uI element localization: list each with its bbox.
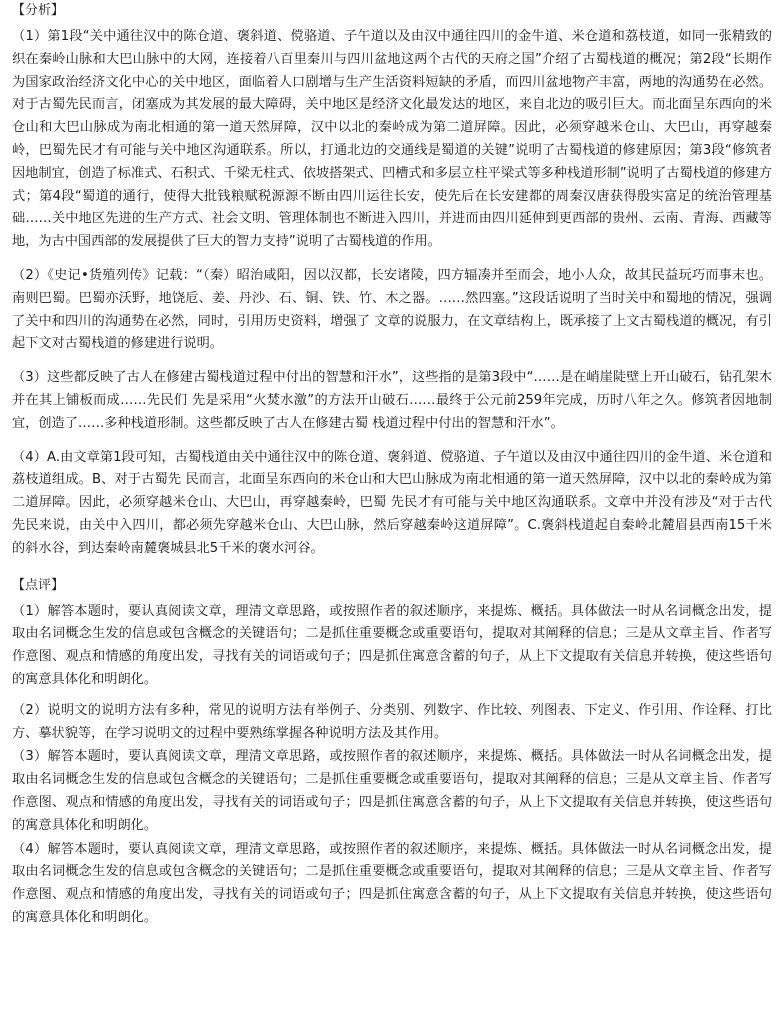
review-paragraph-3: （3）解答本题时，要认真阅读文章，理清文章思路，或按照作者的叙述顺序，来提炼、概括。具体做法一时从名词概念出发，提取由名词概念生发的信息或包含概念的关键语句；二是抓住重要概念或重要语句，提取对其阐释的信息；三是从文章主旨、作者写作意图、观点和情感的角度出发，寻找有关的词语或句子；四是抓住寓意含蓄的句子，从上下文提取有关信息并转换，使这些语句的寓意具体化和明朗化。: [12, 749, 772, 833]
analysis-paragraph-1: （1）第1段“关中通往汉中的陈仓道、褒斜道、傥骆道、子午道以及由汉中通往四川的金牛道、米仓道和荔枝道，如同一张精致的织在秦岭山脉和大巴山脉中的大网，连接着八百里秦川与四川盆地这两个古代的天府之国”介绍了古蜀栈道的概况；第2段“长期作为国家政治经济文化中心的关中地区，面临着人口剧增与生产生活资料短缺的矛盾，而四川盆地物产丰富，两地的沟通势在必然。对于古蜀先民而言，闭塞成为其发展的最大障碍，关中地区是经济文化最发达的地区，来自北边的吸引巨大。而北面呈东西向的米仓山和大巴山脉成为南北相通的第一道天然屏障，汉中以北的秦岭成为第二道屏障。因此，必须穿越米仓山、大巴山，再穿越秦岭，巴蜀先民才有可能与关中地区沟通联系。所以，打通北边的交通线是蜀道的关键”说明了古蜀栈道的修建原因；第3段“修筑者因地制宜，创造了标准式、石积式、千梁无柱式、依坡搭架式、凹槽式和多层立柱平梁式等多种栈道形制”说明了古蜀栈道的修建方式；第4段“蜀道的通行，使得大批钱粮赋税源源不断由四川运往长安，使先后在长安建都的周秦汉唐获得殷实富足的统治管理基础……关中地区先进的生产方式、社会文明、管理体制也不断进入四川，并进而由四川延伸到更西部的贵州、云南、青海、西藏等地，为古中国西部的发展提供了巨大的智力支持”说明了古蜀栈道的作用。: [12, 29, 772, 250]
review-section: [12, 577, 772, 930]
analysis-paragraph-4: （4）A.由文章第1段可知，古蜀栈道由关中通往汉中的陈仓道、褒斜道、傥骆道、子午道以及由汉中通往四川的金牛道、米仓道和荔枝道组成。B、对于古蜀先 民而言，北面呈东西向的米仓山和大巴山脉成为南北相通的第一道天然屏障，汉中以北的秦岭成为第二道屏障。因此，必须穿越米仓山、大巴山，再穿越秦岭，巴蜀 先民才有可能与关中地区沟通联系。文章中并没有涉及“对于古代先民来说，由关中入四川，都必须先穿越米仓山、大巴山脉，然后穿越秦岭这道屏障”。C.褒斜栈道起自秦岭北麓眉县西南15千米的斜水谷，到达秦岭南麓褒城县北5千米的褒水河谷。: [12, 449, 772, 556]
analysis-paragraph-3: （3）这些都反映了古人在修建古蜀栈道过程中付出的智慧和汗水”，这些指的是第3段中“……是在峭崖陡壁上开山破石，钻孔架木并在其上铺板而成……先民们 先是采用“火焚水激”的方法开山破石……最终于公元前259年完成，历时八年之久。修筑者因地制宜，创造了……多种栈道形制。这些都反映了古人在修建古蜀 栈道过程中付出的智慧和汗水”。: [12, 370, 772, 431]
analysis-heading: 【分析】: [12, 3, 65, 18]
analysis-section: [12, 2, 772, 561]
review-paragraph-4: （4）解答本题时，要认真阅读文章，理清文章思路，或按照作者的叙述顺序，来提炼、概括。具体做法一时从名词概念出发，提取由名词概念生发的信息或包含概念的关键语句；二是抓住重要概念或重要语句，提取对其阐释的信息；三是从文章主旨、作者写作意图、观点和情感的角度出发，寻找有关的词语或句子；四是抓住寓意含蓄的句子，从上下文提取有关信息并转换，使这些语句的寓意具体化和明朗化。: [12, 841, 772, 925]
review-heading: 【点评】: [12, 577, 65, 593]
analysis-paragraph-2: （2）《史记•货殖列传》记载：“（秦）昭治咸阳，因以汉都，长安诸陵，四方辐凑并至而会，地小人众，故其民益玩巧而事末也。南则巴蜀。巴蜀亦沃野，地饶卮、姜、丹沙、石、铜、铁、竹、木之器。……然四塞。”这段话说明了当时关中和蜀地的情况，强调了关中和四川的沟通势在必然，同时，引用历史资料，增强了 文章的说服力，在文章结构上，既承接了上文古蜀栈道的概况，有引起下文对古蜀栈道的修建进行说明。: [12, 267, 772, 352]
review-paragraph-1: （1）解答本题时，要认真阅读文章，理清文章思路，或按照作者的叙述顺序，来提炼、概括。具体做法一时从名词概念出发，提取由名词概念生发的信息或包含概念的关键语句；二是抓住重要概念或重要语句，提取对其阐释的信息；三是从文章主旨、作者写作意图、观点和情感的角度出发，寻找有关的词语或句子；四是抓住寓意含蓄的句子，从上下文提取有关信息并转换，使这些语句的寓意具体化和明朗化。: [12, 603, 772, 687]
review-paragraph-2: （2）说明文的说明方法有多种，常见的说明方法有举例子、分类别、列数字、作比较、列图表、下定义、作引用、作诠释、打比方、摹状貌等，在学习说明文的过程中要熟练掌握各种说明方法及其作用。: [12, 702, 772, 741]
